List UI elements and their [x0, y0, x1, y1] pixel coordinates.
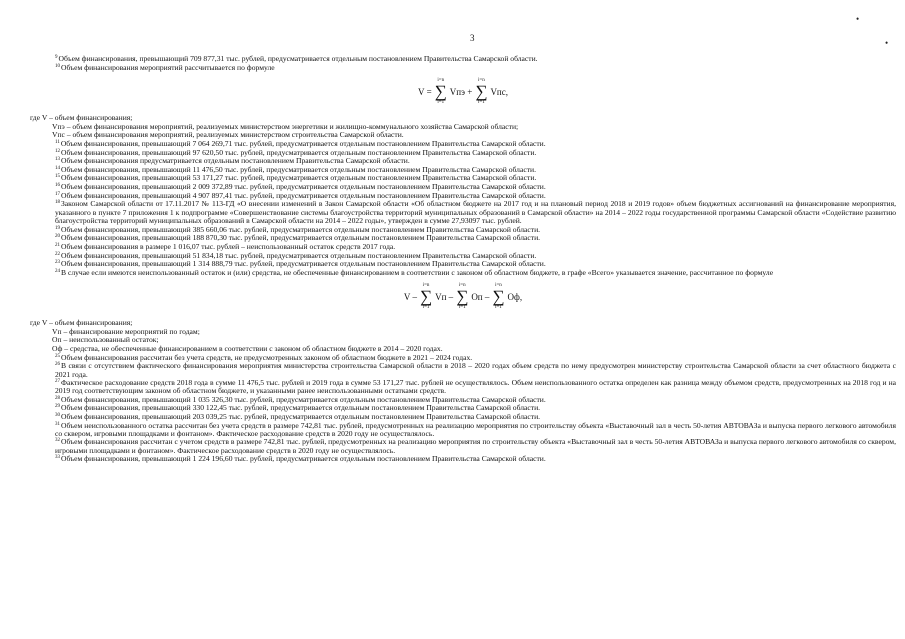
footnote-24: $^{24}$В случае если имеются неиспользованный остаток и (или) средства, не обеспеченные финансированием в соответствии с законом об областном бюджете, в графе «Всего» указывается значение, рассчитанное по формуле [55, 267, 774, 277]
footnote-11: $^{11}$Объем финансирования, превышающий 7 064 269,71 тыс. рублей, предусматривается отдельным постановлением Правительства Самарской области. [55, 138, 546, 148]
footnote-10: $^{10}$Объем финансирования мероприятий рассчитывается по формуле [55, 62, 275, 72]
definition-vn: Vп – финансирование мероприятий по годам; [52, 326, 200, 336]
footnote-19: $^{19}$Объем финансирования, превышающий 385 660,06 тыс. рублей, предусматривается отдельным постановлением Правительства Самарской области. [55, 224, 541, 234]
sum-symbol: i=n ∑ i=1 [456, 283, 469, 311]
footnote-29: $^{29}$Объем финансирования, превышающий 330 122,45 тыс. рублей, предусматривается отдельным постановлением Правительства Самарской области. [55, 403, 541, 413]
footnote-22: $^{22}$Объем финансирования, превышающий 51 834,18 тыс. рублей, предусматривается отдельным постановлением Правительства Самарской области. [55, 250, 537, 260]
footnote-32: $^{32}$Объем финансирования рассчитан с учетом средств в размере 742,81 тыс. рублей, предусмотренных на реализацию мероприятия по строительству объекта «Выставочный зал в честь 50-летия АВТОВАЗа и выпуска первого легкового автомобиля со сквером, игровыми площадками и фонтаном». Фактическое расходование средств в 2020 году не осуществлялось. [55, 437, 896, 455]
footnote-15: $^{15}$Объем финансирования, превышающий 53 171,27 тыс. рублей, предусматривается отдельным постановлением Правительства Самарской области. [55, 173, 537, 183]
definition-vpe: Vпэ – объем финансирования мероприятий, реализуемых министерством энергетики и жилищно-коммунального хозяйства Самарской области; [52, 121, 519, 131]
footnote-20: $^{20}$Объем финансирования, превышающий 188 870,30 тыс. рублей, предусматривается отдельным постановлением Правительства Самарской области. [55, 233, 541, 243]
scan-mark: • [885, 38, 889, 48]
page-number: 3 [470, 33, 475, 43]
sum-symbol: i=n ∑ i=1 [434, 78, 447, 106]
formula-balance: V – i=n ∑ i=1 Vп – i=n ∑ i=1 Oп – i=n ∑ i=1 Oф, [403, 283, 523, 311]
formula-total: V = i=n ∑ i=1 Vпэ + i=n ∑ i=1 Vпс, [418, 78, 508, 106]
definition-of: Oф – средства, не обеспеченные финансированием в соответствии с законом об областном бюджете в 2014 – 2020 годах. [52, 344, 443, 353]
definition-vps: Vпс – объем финансирования мероприятий, реализуемых министерством строительства Самарской области. [52, 130, 404, 140]
footnote-16: $^{16}$Объем финансирования, превышающий 2 009 372,89 тыс. рублей, предусматривается отдельным постановлением Правительства Самарской области. [55, 181, 546, 191]
footnote-27: $^{27}$Фактическое расходование средств 2018 года в сумме 11 476,5 тыс. рублей и 2019 года в сумме 53 171,27 тыс. рублей не осуществлялось. Объем неиспользованного остатка определен как разница между объемом средств, предусмотренных на 2018 год и на 2019 год соответствующим законом об областном бюджете, и указанными ранее неиспользованными остатками средств. [55, 378, 896, 396]
definition-intro: где V – объем финансирования; [30, 113, 133, 123]
footnote-23: $^{23}$Объем финансирования, превышающий 1 314 888,79 тыс. рублей, предусматривается отдельным постановлением Правительства Самарской области. [55, 259, 546, 269]
footnote-30: $^{30}$Объем финансирования, превышающий 203 039,25 тыс. рублей, предусматривается отдельным постановлением Правительства Самарской области. [55, 412, 541, 421]
footnote-14: $^{14}$Объем финансирования, превышающий 11 476,50 тыс. рублей, предусматривается отдельным постановлением Правительства Самарской области. [55, 164, 536, 174]
sum-symbol: i=n ∑ i=1 [475, 78, 488, 106]
footnote-18: $^{18}$Законом Самарской области от 17.11.2017 № 113-ГД «О внесении изменений в Закон Самарской области «Об областном бюджете на 2017 год и на плановый период 2018 и 2019 годов» объем бюджетных ассигнований на финансирование мероприятия, указанного в пункте 7 приложения 1 к подпрограмме «Совершенствование системы благоустройства территорий муниципальных образований в Самарской области» на 2014 – 2022 годы государственной программы Самарской области «Содействие развитию благоустройства территорий муниципальных образований в Самарской области на 2014 – 2022 годы», утвержден в сумме 27,93097 тыс. рублей. [55, 199, 896, 225]
scan-mark: • [856, 14, 860, 24]
footnote-21: $^{21}$Объем финансирования в размере 1 016,07 тыс. рублей – неиспользованный остаток средств 2017 года. [55, 242, 396, 252]
footnote-17: $^{17}$Объем финансирования, превышающий 4 907 897,41 тыс. рублей, предусматривается отдельным постановлением Правительства Самарской области. [55, 190, 546, 200]
footnote-33: $^{33}$Объем финансирования, превышающий 1 224 196,60 тыс. рублей, предусматривается отдельным постановлением Правительства Самарской области. [55, 454, 546, 464]
footnote-25: $^{25}$Объем финансирования рассчитан без учета средств, не предусмотренных законом об областном бюджете в 2021 – 2024 годах. [55, 352, 473, 362]
footnote-31: $^{31}$Объем неиспользованного остатка рассчитан без учета средств в размере 742,81 тыс. рублей, предусмотренных на реализацию мероприятия по строительству объекта «Выставочный зал в честь 50-летия АВТОВАЗа и выпуска первого легкового автомобиля со сквером, игровыми площадками и фонтаном». Фактическое расходование средств в 2020 году не осуществлялось. [55, 420, 896, 438]
footnotes-body [30, 55, 896, 464]
footnote-12: $^{12}$Объем финансирования, превышающий 97 620,50 тыс. рублей, предусматривается отдельным постановлением Правительства Самарской области. [55, 147, 537, 157]
definition-on: Oп – неиспользованный остаток; [52, 335, 159, 345]
footnote-26: $^{26}$В связи с отсутствием фактического финансирования мероприятия министерства строительства Самарской области в 2018 – 2020 годах объем средств по нему предусмотрен министерству строительства Самарской области за счет областного бюджета с 2021 года. [55, 361, 896, 379]
definition-intro: где V – объем финансирования; [30, 318, 133, 328]
sum-symbol: i=n ∑ i=1 [419, 283, 433, 311]
footnote-28: $^{28}$Объем финансирования, превышающий 1 035 326,30 тыс. рублей, предусматривается отдельным постановлением Правительства Самарской области. [55, 394, 546, 404]
footnote-9: $^9$Объем финансирования, превышающий 709 877,31 тыс. рублей, предусматривается отдельным постановлением Правительства Самарской области. [55, 54, 538, 63]
sum-symbol: i=n ∑ i=1 [492, 283, 505, 311]
footnote-13: $^{13}$Объем финансирования предусматривается отдельным постановлением Правительства Самарской области. [55, 156, 410, 166]
